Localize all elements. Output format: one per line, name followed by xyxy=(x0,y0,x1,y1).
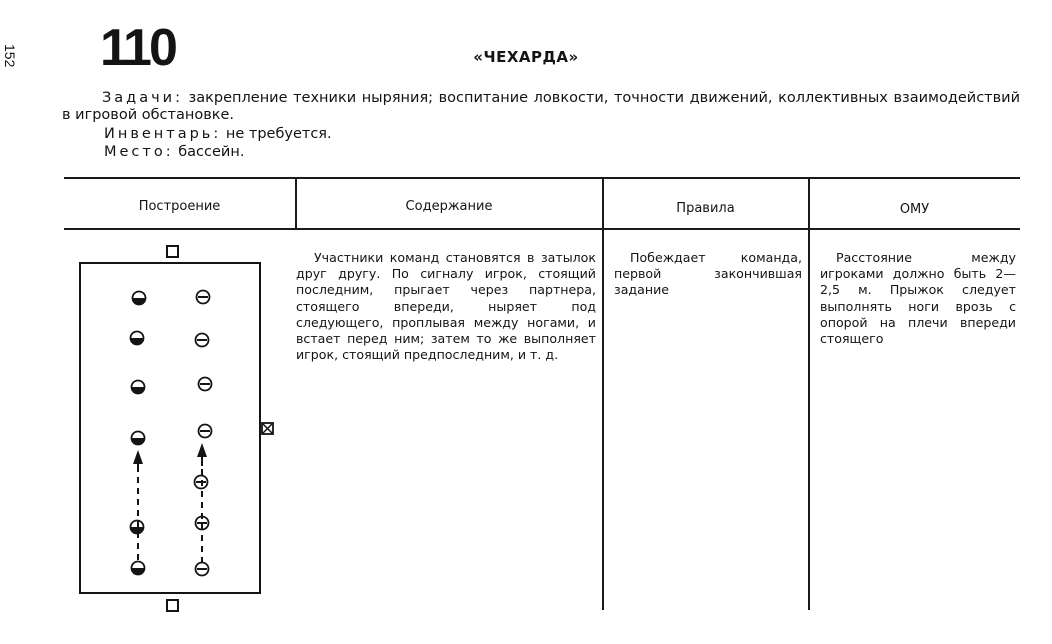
tasks-label: Задачи: xyxy=(102,90,183,106)
team-a-player-icon xyxy=(133,292,146,305)
tasks-text: закрепление техники ныряния; воспитание ловкости, точности движений, коллективных взаимодействий в игровой обстановке. xyxy=(62,90,1021,123)
rules-text: Побеждает команда, первой закончившая задание xyxy=(614,250,802,298)
team-a-player-icon xyxy=(132,562,145,575)
header-construction: Построение xyxy=(138,199,221,214)
team-b-player-icon xyxy=(199,378,212,391)
team-b-player-icon xyxy=(199,425,212,438)
team-a-player-icon xyxy=(131,332,144,345)
top-flag-square xyxy=(167,246,178,257)
team-a-player-icon xyxy=(132,432,145,445)
header-omu: ОМУ xyxy=(899,202,930,217)
game-number: 110 xyxy=(100,19,175,77)
page-number: 152 xyxy=(2,44,18,68)
pool-outline xyxy=(80,263,260,593)
team-b-player-icon xyxy=(196,334,209,347)
judge-crossed-square xyxy=(262,423,273,434)
omu-text: Расстояние между игроками должно быть 2—2,5 м. Прыжок следует выполнять ноги врозь с опорой на плечи впереди стоящего xyxy=(820,250,1016,347)
content-text: Участники команд становятся в затылок друг другу. По сигналу игрок, стоящий последним, прыгает через партнера, стоящего впереди, ныряет под следующего, проплывая между ногами, и встает перед ним; затем то же выполняет игрок, стоящий предпоследним, и т. д. xyxy=(296,250,596,363)
place-label: Место: xyxy=(104,144,174,160)
team-b-player-icon xyxy=(196,563,209,576)
game-title: «ЧЕХАРДА» xyxy=(473,48,579,66)
team-b-arrow-icon xyxy=(197,443,207,457)
inventory-text: не требуется. xyxy=(225,126,332,142)
place-text: бассейн. xyxy=(178,144,245,160)
team-a-arrow-icon xyxy=(133,450,143,464)
header-content: Содержание xyxy=(405,199,493,214)
inventory-label: Инвентарь: xyxy=(104,126,222,142)
team-a-player-icon xyxy=(132,381,145,394)
header-rules: Правила xyxy=(676,201,735,216)
team-b-player-icon xyxy=(197,291,210,304)
bottom-flag-square xyxy=(167,600,178,611)
